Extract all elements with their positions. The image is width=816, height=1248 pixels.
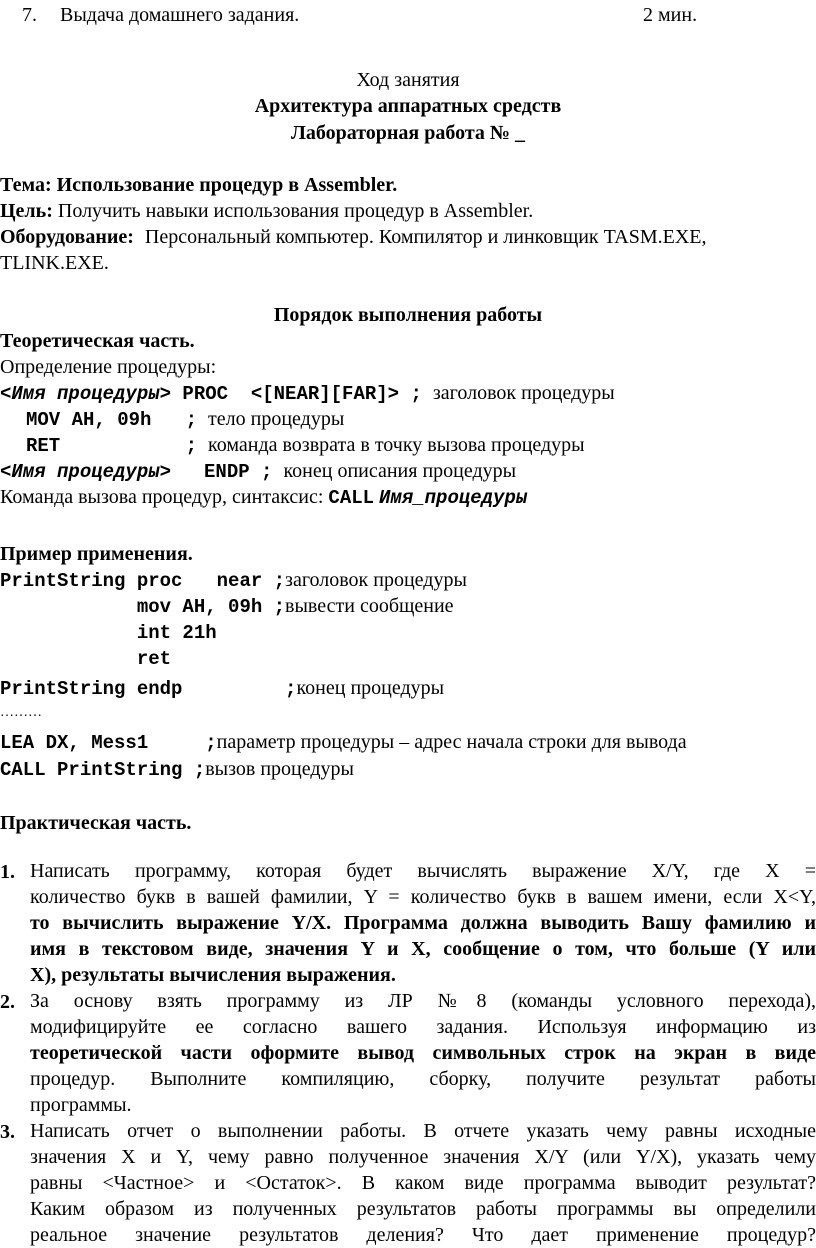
example-code-2: mov AH, 09h ;	[0, 596, 286, 618]
equipment-label: Оборудование:	[0, 226, 134, 248]
example-heading: Пример применения.	[0, 543, 193, 565]
procedure-heading: Порядок выполнения работы	[273, 304, 543, 326]
endp-code: ENDP ;	[204, 461, 273, 483]
example-code-5: PrintString endp ;	[0, 678, 297, 700]
theory-definition: Определение процедуры:	[0, 356, 217, 378]
task-2-line-2: модифицируйте ее согласно вашего задания. Используя информацию из	[30, 1016, 816, 1038]
equipment-text-1: Персональный компьютер. Компилятор и линковщик TASM.EXE,	[144, 226, 707, 248]
goal-line	[0, 198, 533, 224]
task-1-line-3: то вычислить выражение Y/X. Программа должна выводить Вашу фамилию и	[30, 912, 816, 934]
endp-comment: конец описания процедуры	[283, 460, 517, 482]
theory-code-line-1	[0, 380, 615, 406]
example-line-4	[0, 645, 171, 671]
example-line-2	[0, 593, 454, 619]
theory-code-line-4	[0, 458, 516, 484]
proc-comment: заголовок процедуры	[432, 382, 615, 404]
task-1-number: 1.	[0, 861, 15, 883]
example-comment-2: вывести сообщение	[285, 595, 454, 617]
task-1-line-5: X), результаты вычисления выражения.	[30, 964, 396, 986]
equipment-text-2: TLINK.EXE.	[0, 252, 109, 274]
theory-code-line-2	[26, 406, 344, 432]
example-line-5	[0, 675, 444, 701]
example-code-6: LEA DX, Mess1 ;	[0, 732, 217, 754]
task-1-line-1: Написать программу, которая будет вычислять выражение X/Y, где X =	[30, 860, 816, 882]
task-1-line-2: количество букв в вашей фамилии, Y = количество букв в вашем имени, если X<Y,	[30, 886, 816, 908]
call-text: Команда вызова процедур, синтаксис:	[0, 486, 329, 508]
task-2-line-5: программы.	[30, 1094, 132, 1116]
example-comment-1: заголовок процедуры	[285, 569, 467, 591]
practice-heading: Практическая часть.	[0, 812, 192, 834]
task-3-line-1: Написать отчет о выполнении работы. В отчете указать чему равны исходные	[30, 1120, 816, 1142]
body-comment: тело процедуры	[208, 408, 345, 430]
goal-label: Цель:	[0, 200, 53, 222]
call-name: Имя_процедуры	[379, 487, 528, 509]
call-syntax-line	[0, 484, 527, 510]
example-code-3: int 21h	[0, 622, 217, 644]
task-2-number: 2.	[0, 991, 15, 1013]
ret-code: RET ;	[26, 435, 198, 457]
endp-name: <Имя процедуры>	[0, 461, 172, 483]
example-code-4: ret	[0, 648, 172, 670]
theory-heading: Теоретическая часть.	[0, 330, 195, 352]
task-3-line-4: Каким образом из полученных результатов работы программы вы определили	[30, 1198, 816, 1220]
top-item	[22, 2, 299, 28]
example-line-1	[0, 567, 467, 593]
task-3-line-5: реальное значение результатов деления? Что дает применение процедур?	[30, 1224, 816, 1246]
header-line-2: Архитектура аппаратных средств	[254, 95, 562, 117]
example-code-7: CALL PrintString ;	[0, 759, 206, 781]
proc-code: PROC <[NEAR][FAR]> ;	[171, 383, 422, 405]
task-2-line-1: За основу взять программу из ЛР №8 (команды условного перехода),	[30, 990, 816, 1012]
theory-code-line-3	[26, 432, 585, 458]
topic-text: Использование процедур в Assembler.	[56, 174, 398, 196]
top-item-time: 2 мин.	[643, 4, 698, 26]
top-item-text: Выдача домашнего задания.	[60, 4, 300, 26]
example-line-7	[0, 756, 354, 782]
equipment-line	[0, 224, 706, 250]
proc-name: <Имя процедуры>	[0, 383, 172, 405]
body-code: MOV AH, 09h ;	[26, 409, 198, 431]
ret-comment: команда возврата в точку вызова процедуры	[208, 434, 585, 456]
task-2-line-3: теоретической части оформите вывод символьных строк на экран в виде	[30, 1042, 816, 1064]
example-code-1: PrintString proc near ;	[0, 570, 286, 592]
example-comment-6: параметр процедуры – адрес начала строки для вывода	[216, 731, 687, 753]
header-line-3: Лабораторная работа № _	[290, 122, 526, 144]
example-line-3	[0, 619, 217, 645]
example-line-6	[0, 729, 687, 755]
header-line-1: Ход занятия	[356, 69, 460, 91]
topic-label: Тема:	[0, 174, 52, 196]
task-2-line-4: процедур. Выполните компиляцию, сборку, получите результат работы	[30, 1068, 816, 1090]
task-3-line-2: значения X и Y, чему равно полученное значения X/Y (или Y/X), указать чему	[30, 1146, 816, 1168]
top-item-number: 7.	[22, 4, 37, 26]
example-comment-7: вызов процедуры	[205, 758, 354, 780]
task-3-line-3: равны <Частное> и <Остаток>. В каком виде программа выводит результат?	[30, 1172, 816, 1194]
task-1-line-4: имя в текстовом виде, значения Y и X, сообщение о том, что больше (Y или	[30, 938, 816, 960]
call-code: CALL	[328, 487, 375, 509]
topic-line	[0, 172, 397, 198]
goal-text: Получить навыки использования процедур в Assembler.	[57, 200, 534, 222]
example-comment-5: конец процедуры	[296, 677, 445, 699]
example-dots: ………	[0, 705, 42, 720]
task-3-number: 3.	[0, 1121, 15, 1143]
